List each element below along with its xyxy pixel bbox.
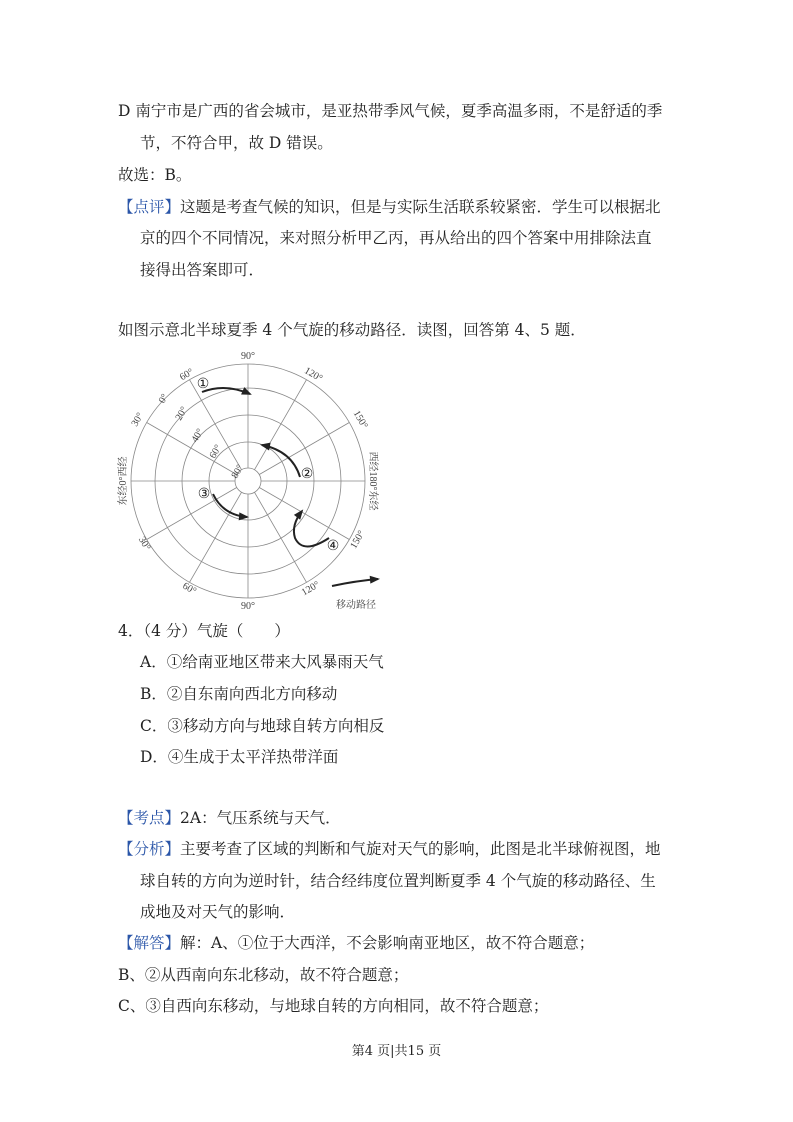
left-axis-label: 东经0°西经 <box>118 456 129 506</box>
jieda-tag: 【解答】 <box>118 934 181 952</box>
label-lon: 120° <box>302 365 325 385</box>
marker-2: ② <box>300 467 314 482</box>
fenxi-line <box>118 839 661 859</box>
label-lon: 120° <box>299 579 322 599</box>
fenxi-tag: 【分析】 <box>118 840 181 858</box>
text-line: 成地及对天气的影响． <box>140 903 296 921</box>
right-axis-label: 西经180°东经 <box>367 451 378 511</box>
answer-line: 故选：B。 <box>118 166 192 184</box>
fenxi-text: 主要考查了区域的判断和气旋对天气的影响，此图是北半球俯视图，地 <box>180 840 661 858</box>
marker-1: ① <box>196 377 210 392</box>
text-line: 节，不符合甲，故 D 错误。 <box>140 134 333 152</box>
page-footer: 第4 页|共15 页 <box>351 1044 442 1059</box>
label-lat: 80° <box>229 462 247 481</box>
label-lon: 60° <box>180 580 199 598</box>
label-lat: 0° <box>156 392 171 406</box>
polar-cyclone-diagram <box>110 345 400 615</box>
text-line: 京的四个不同情况，来对照分析甲乙丙，再从给出的四个答案中用排除法直 <box>140 229 652 247</box>
option-b: B．②自东南向西北方向移动 <box>140 685 338 703</box>
label-lon: 30° <box>129 410 147 429</box>
option-d: D．④生成于太平洋热带洋面 <box>140 748 339 766</box>
text-line: B、②从西南向东北移动，故不符合题意； <box>118 966 409 984</box>
label-lon: 30° <box>135 534 153 553</box>
intro-line: 如图示意北半球夏季 4 个气旋的移动路径．读图，回答第 4、5 题． <box>118 321 586 339</box>
comment-line <box>118 197 661 217</box>
marker-3: ③ <box>197 487 211 502</box>
label-lat: 20° <box>173 404 191 423</box>
path-2 <box>262 445 300 477</box>
label-lat: 60° <box>207 442 225 461</box>
comment-text: 这题是考查气候的知识，但是与实际生活联系较紧密．学生可以根据北 <box>180 198 661 216</box>
path-4 <box>294 511 329 547</box>
kaodian-line <box>118 808 341 828</box>
marker-4: ④ <box>326 539 340 554</box>
legend-arrow <box>332 579 378 586</box>
comment-tag: 【点评】 <box>118 198 181 216</box>
label-top: 90° <box>241 351 255 362</box>
kaodian-text: 2A：气压系统与天气． <box>180 809 341 827</box>
question-stem: 4．（4 分）气旋（ ） <box>118 622 290 640</box>
option-a: A．①给南亚地区带来大风暴雨天气 <box>140 653 384 671</box>
text-line: D 南宁市是广西的省会城市，是亚热带季风气候，夏季高温多雨，不是舒适的季 <box>118 102 663 120</box>
label-lon: 150° <box>350 408 370 431</box>
label-lon: 60° <box>177 366 196 384</box>
label-lon: 150° <box>348 528 368 551</box>
kaodian-tag: 【考点】 <box>118 809 181 827</box>
label-bottom: 90° <box>241 601 255 612</box>
jieda-text: 解：A、①位于大西洋，不会影响南亚地区，故不符合题意； <box>180 934 595 952</box>
text-line: 接得出答案即可． <box>140 261 265 279</box>
text-line: C、③自西向东移动，与地球自转的方向相同，故不符合题意； <box>118 997 549 1015</box>
option-c: C．③移动方向与地球自转方向相反 <box>140 717 385 735</box>
legend-label: 移动路径 <box>336 600 376 611</box>
label-lat: 40° <box>189 426 207 445</box>
text-line: 球自转的方向为逆时针，结合经纬度位置判断夏季 4 个气旋的移动路径、生 <box>140 872 656 890</box>
jieda-line <box>118 933 594 953</box>
